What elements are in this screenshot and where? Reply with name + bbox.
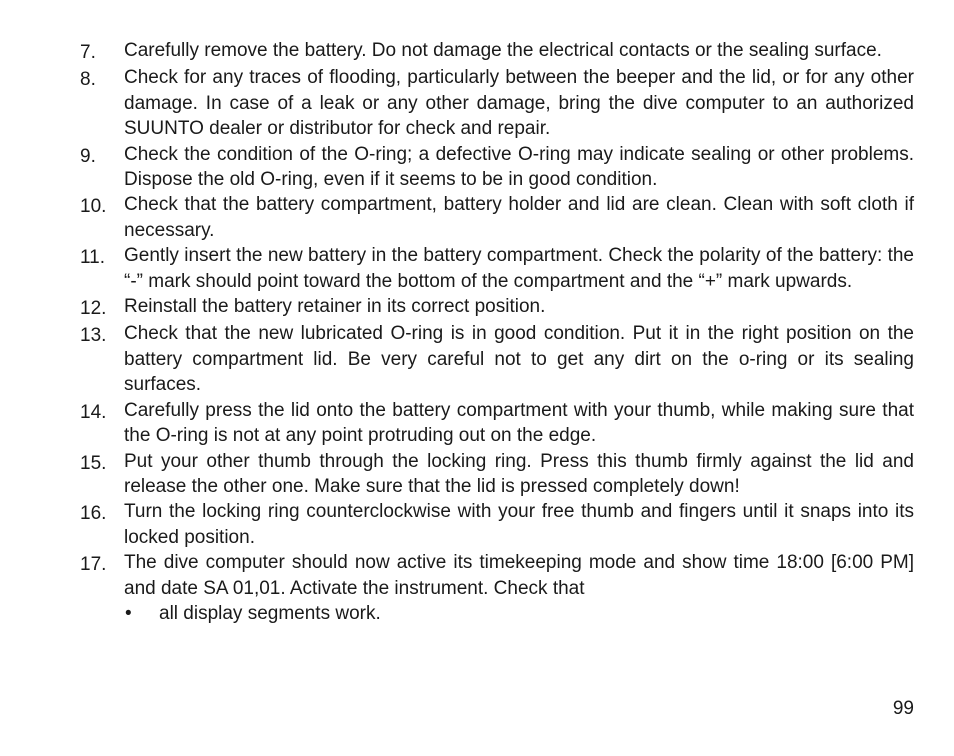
step-number: 14. [80,401,107,423]
step-text: Reinstall the battery retainer in its correct position. [124,296,546,318]
step-number: 17. [80,554,107,576]
step-item [80,321,914,397]
step-item [80,142,914,193]
step-number: 7. [80,42,96,63]
step-text: The dive computer should now active its timekeeping mode and show time 18:00 [6:00 PM] and date SA 01,01. Activate the instrument. Check that [124,552,914,599]
step-text: Check for any traces of flooding, particularly between the beeper and the lid, or for any other damage. In case of a leak or any other damage, bring the dive computer to an authorized SUUNTO dealer or distributor for check and repair. [124,67,914,140]
step-item [80,449,914,500]
step-item [80,192,914,243]
step-text: Carefully press the lid onto the battery compartment with your thumb, while making sure that the O-ring is not at any point protruding out on the edge. [124,399,914,447]
step-text: Turn the locking ring counterclockwise with your free thumb and fingers until it snaps into its locked position. [124,501,914,548]
step-text: Gently insert the new battery in the battery compartment. Check the polarity of the battery: the “-” mark should point toward the bottom of the compartment and the “+” mark upwards. [124,245,914,292]
step-number: 9. [80,145,96,167]
step-item [80,294,914,321]
step-text: Check the condition of the O-ring; a defective O-ring may indicate sealing or other problems. Dispose the old O-ring, even if it seems to be in good condition. [124,143,914,191]
step-text: Check that the new lubricated O-ring is in good condition. Put it in the right position on the battery compartment lid. Be very careful not to get any dirt on the o-ring or its sealing surfaces. [124,323,914,396]
step-number: 12. [80,298,107,320]
step-item [80,38,914,65]
bullet-text: all display segments work. [159,602,381,624]
step-item [80,398,914,449]
step-number: 11. [80,247,106,269]
bullet-item [80,601,914,626]
step-item [80,243,914,294]
step-item [80,499,914,550]
bullet-icon: • [125,602,132,624]
step-number: 8. [80,69,96,91]
step-number: 15. [80,452,107,474]
steps-list [80,38,914,626]
page-number: 99 [892,698,914,719]
step-text: Carefully remove the battery. Do not damage the electrical contacts or the sealing surface. [124,40,882,61]
step-number: 16. [80,503,107,525]
step-number: 13. [80,325,107,347]
step-text: Put your other thumb through the locking ring. Press this thumb firmly against the lid and release the other one. Make sure that the lid is pressed completely down! [124,450,914,497]
step-item [80,65,914,141]
step-item [80,550,914,601]
step-number: 10. [80,196,107,218]
step-text: Check that the battery compartment, battery holder and lid are clean. Clean with soft cloth if necessary. [124,194,914,241]
